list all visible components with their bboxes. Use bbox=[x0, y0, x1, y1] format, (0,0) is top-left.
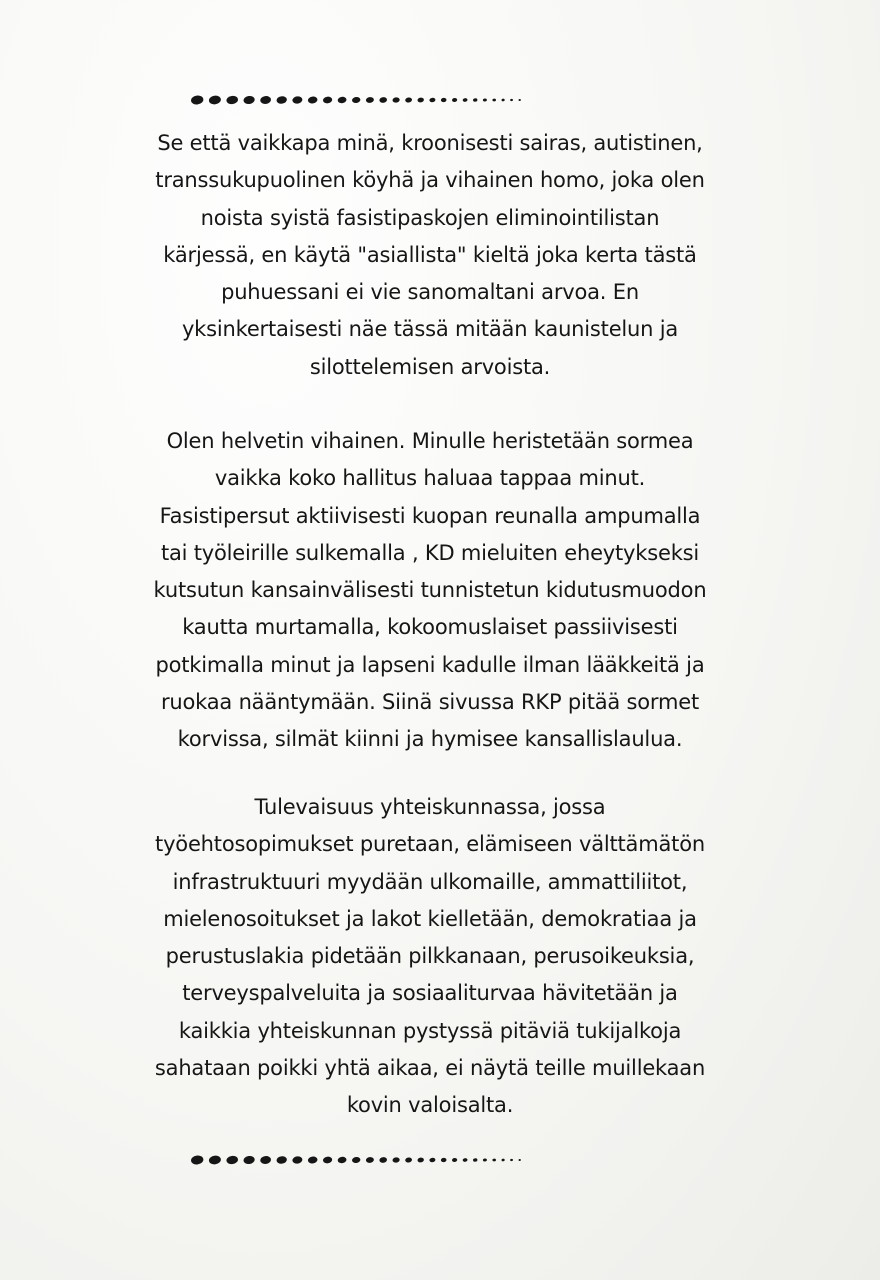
divider-dot bbox=[441, 98, 447, 103]
paragraph-line: potkimalla minut ja lapseni kadulle ilman lääkkeitä ja bbox=[155, 652, 705, 677]
paragraph-line: silottelemisen arvoista. bbox=[309, 354, 551, 379]
divider-dot bbox=[473, 98, 478, 102]
divider-dot bbox=[405, 1157, 412, 1163]
divider-dot bbox=[323, 96, 333, 104]
paragraph-line: Se että vaikkapa minä, kroonisesti sairas, autistinen, bbox=[157, 131, 703, 155]
divider-dot bbox=[429, 97, 436, 102]
divider-dot bbox=[292, 1156, 303, 1165]
paragraph-line: Tulevaisuus yhteiskunnassa, jossa bbox=[254, 795, 606, 819]
divider-dot bbox=[352, 96, 361, 103]
divider-dot bbox=[473, 1158, 478, 1162]
paragraph-line: kaikkia yhteiskunnan pystyssä pitäviä tukijalkoja bbox=[178, 1018, 682, 1043]
paragraph-line: kutsutun kansainvälisesti tunnistetun kidutusmuodon bbox=[153, 578, 707, 603]
divider-dot bbox=[352, 1156, 361, 1163]
divider-dot bbox=[429, 1157, 436, 1162]
divider-dot bbox=[462, 98, 467, 102]
paragraph-line: terveyspalveluita ja sosiaaliturvaa hävitetään ja bbox=[182, 981, 678, 1006]
paragraph-line: yksinkertaisesti näe tässä mitään kaunistelun ja bbox=[181, 317, 679, 342]
divider-dot bbox=[392, 97, 400, 103]
brush-dot-divider-icon bbox=[185, 1153, 665, 1167]
divider-dot bbox=[379, 97, 387, 104]
divider-dot bbox=[276, 96, 287, 105]
divider-dot bbox=[441, 1158, 447, 1163]
paragraph-line: noista syistä fasistipaskojen eliminointilistan bbox=[200, 205, 660, 230]
divider-dot bbox=[307, 1156, 317, 1164]
paragraph-line: tai työleirille sulkemalla , KD mieluiten eheytykseksi bbox=[160, 540, 700, 565]
paragraph-line: transsukupuolinen köyhä ja vihainen homo, joka olen bbox=[155, 168, 705, 193]
paragraph-line: kärjessä, en käytä "asiallista" kieltä joka kerta tästä bbox=[163, 242, 697, 267]
paragraph-line: Fasistipersut aktiivisesti kuopan reunalla ampumalla bbox=[159, 503, 701, 528]
divider-dot bbox=[518, 1159, 521, 1161]
divider-dot bbox=[501, 1158, 505, 1161]
paragraph-2 bbox=[110, 423, 750, 759]
divider-dot bbox=[452, 98, 458, 103]
divider-dot bbox=[417, 97, 424, 103]
paragraph-line: sahataan poikki yhtä aikaa, ei näytä teille muillekaan bbox=[154, 1056, 706, 1081]
divider-dot bbox=[501, 98, 505, 101]
divider-dot bbox=[417, 1157, 424, 1163]
divider-dot bbox=[276, 1156, 287, 1165]
divider-dot bbox=[452, 1158, 458, 1163]
paragraph-line: korvissa, silmät kiinni ja hymisee kansallislaulua. bbox=[177, 727, 683, 752]
divider-dot bbox=[392, 1157, 400, 1163]
brush-dot-divider-icon bbox=[185, 93, 665, 107]
paragraph-line: kautta murtamalla, kokoomuslaiset passiivisesti bbox=[182, 615, 678, 640]
paragraph-line: kovin valoisalta. bbox=[346, 1093, 514, 1118]
divider-dot bbox=[292, 96, 303, 105]
divider-dot bbox=[510, 99, 513, 102]
paragraph-line: työehtosopimukset puretaan, elämiseen välttämätön bbox=[155, 832, 705, 857]
divider-dot bbox=[366, 97, 375, 104]
divider-dot bbox=[337, 1156, 347, 1164]
divider-dot bbox=[510, 1159, 513, 1162]
divider-dot bbox=[307, 96, 317, 104]
paragraph-line: vaikka koko hallitus haluaa tappaa minut. bbox=[214, 466, 646, 491]
paragraph-line: ruokaa nääntymään. Siinä sivussa RKP pitää sormet bbox=[160, 690, 700, 715]
divider-dot bbox=[226, 1155, 239, 1165]
divider-dot bbox=[405, 97, 412, 103]
paragraph-line: mielenosoitukset ja lakot kielletään, demokratiaa ja bbox=[163, 906, 697, 931]
divider-dot bbox=[190, 95, 204, 105]
divider-dot bbox=[208, 95, 221, 105]
divider-dot bbox=[492, 98, 496, 101]
divider-dot bbox=[483, 1158, 487, 1162]
divider-dot bbox=[260, 95, 272, 104]
divider-dot bbox=[492, 1158, 496, 1161]
paragraph-line: perustuslakia pidetään pilkkanaan, perusoikeuksia, bbox=[165, 944, 695, 969]
paragraph-line: Olen helvetin vihainen. Minulle heristetään sormea bbox=[166, 429, 694, 453]
divider-dot bbox=[483, 98, 487, 102]
divider-dot bbox=[323, 1156, 333, 1164]
divider-dot bbox=[337, 96, 347, 104]
paragraph-line: infrastruktuuri myydään ulkomaille, ammattiliitot, bbox=[172, 869, 688, 894]
divider-dot bbox=[260, 1155, 272, 1164]
paragraph-3 bbox=[110, 789, 750, 1125]
divider-dot bbox=[226, 95, 239, 105]
divider-dot bbox=[243, 95, 255, 104]
divider-dot bbox=[462, 1158, 467, 1162]
divider-dot bbox=[379, 1157, 387, 1164]
paragraph-1 bbox=[110, 125, 750, 386]
divider-dot bbox=[190, 1155, 204, 1165]
divider-dot bbox=[518, 99, 521, 101]
divider-dot bbox=[243, 1155, 255, 1164]
divider-dot bbox=[366, 1157, 375, 1164]
divider-dot bbox=[208, 1155, 221, 1165]
paragraph-line: puhuessani ei vie sanomaltani arvoa. En bbox=[221, 280, 639, 305]
